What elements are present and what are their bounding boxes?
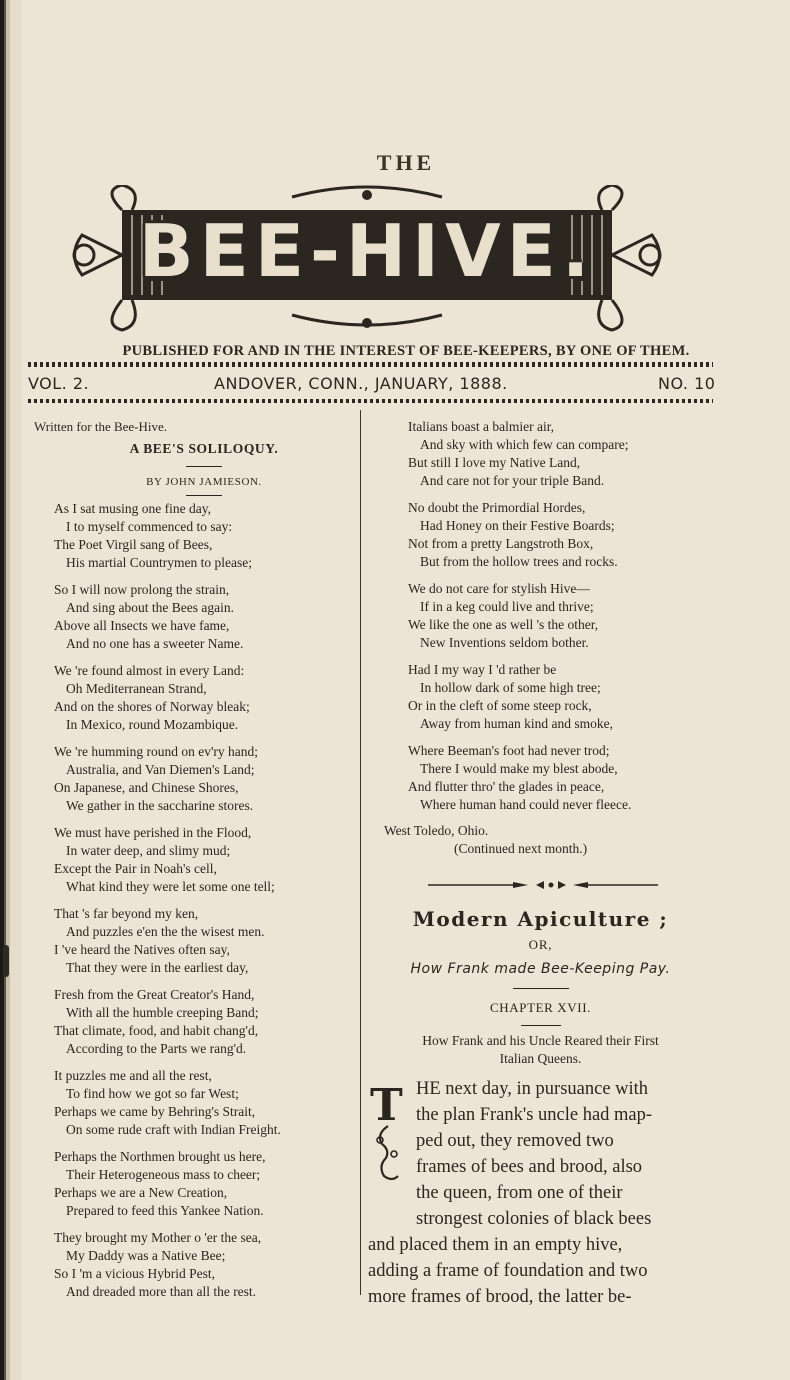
chapter-title: How Frank and his Uncle Reared their First [422, 1033, 659, 1048]
poem-stanza [408, 661, 713, 733]
poem-line: They brought my Mother o 'er the sea, [54, 1230, 262, 1245]
poem-stanza [54, 1229, 354, 1301]
article-line: more frames of brood, the latter be- [368, 1287, 632, 1307]
poem-line: Prepared to feed this Yankee Nation. [66, 1203, 264, 1218]
poem-line: Perhaps we are a New Creation, [54, 1185, 228, 1200]
poem-line: On some rude craft with Indian Freight. [66, 1122, 281, 1137]
issue-number-label: NO. 10 [658, 374, 716, 393]
poem-stanza [54, 986, 354, 1058]
continued-note: (Continued next month.) [454, 841, 588, 856]
section-or: OR, [528, 937, 553, 952]
article-line: the queen, from one of their [416, 1183, 623, 1203]
article-line: and placed them in an empty hive, [368, 1235, 623, 1255]
poem-line: Perhaps we came by Behring's Strait, [54, 1104, 256, 1119]
poem-stanza [54, 500, 354, 572]
article-line: HE next day, in pursuance with [416, 1079, 649, 1099]
poem-stanza [54, 581, 354, 653]
poem-line: Where Beeman's foot had never trod; [408, 743, 610, 758]
poem-line: And dreaded more than all the rest. [66, 1284, 257, 1299]
poem-line: So I 'm a vicious Hybrid Pest, [54, 1266, 216, 1281]
section-title: Modern Apiculture ; [412, 907, 669, 931]
chapter-title: Italian Queens. [499, 1051, 582, 1066]
short-rule [513, 988, 569, 989]
poem-line: I to myself commenced to say: [66, 519, 233, 534]
poem-line: But still I love my Native Land, [408, 455, 581, 470]
poem-line: Fresh from the Great Creator's Hand, [54, 987, 255, 1002]
poem-line: On Japanese, and Chinese Shores, [54, 780, 239, 795]
masthead-banner [62, 185, 672, 335]
right-column [368, 418, 713, 1310]
poem-line: Except the Pair in Noah's cell, [54, 861, 217, 876]
binding-mark [3, 945, 9, 977]
poem-line: Had I my way I 'd rather be [408, 662, 557, 677]
poem-line: That they were in the earliest day, [66, 960, 249, 975]
poem-line: According to the Parts we rang'd. [66, 1041, 247, 1056]
book-binding [0, 0, 22, 1380]
poem-stanza [54, 824, 354, 896]
masthead-title: BEE-HIVE. [138, 209, 596, 293]
poem-line: In Mexico, round Mozambique. [66, 717, 239, 732]
poem-line: The Poet Virgil sang of Bees, [54, 537, 213, 552]
short-rule [186, 466, 222, 467]
written-for-line: Written for the Bee-Hive. [34, 419, 168, 434]
article-line: frames of bees and brood, also [416, 1157, 643, 1177]
poem-line: Perhaps the Northmen brought us here, [54, 1149, 266, 1164]
article-line: ped out, they removed two [416, 1131, 614, 1151]
poem-line: His martial Countrymen to please; [66, 555, 252, 570]
poem-line: What kind they were let some one tell; [66, 879, 275, 894]
dotted-rule-bottom [28, 399, 713, 403]
masthead-subtitle: PUBLISHED FOR AND IN THE INTEREST OF BEE-KEEPERS, BY ONE OF THEM. [122, 343, 690, 359]
poem-line: Had Honey on their Festive Boards; [420, 518, 615, 533]
dropcap-letter: T [370, 1080, 403, 1131]
poem-title: A BEE'S SOLILOQUY. [129, 441, 279, 456]
poem-author: BY JOHN JAMIESON. [146, 476, 262, 488]
poem-line: We must have perished in the Flood, [54, 825, 252, 840]
poem-line: And care not for your triple Band. [420, 473, 605, 488]
poem-line: That 's far beyond my ken, [54, 906, 199, 921]
poem-line: Oh Mediterranean Strand, [66, 681, 207, 696]
signature-place: West Toledo, Ohio. [384, 823, 489, 838]
poem-line: We like the one as well 's the other, [408, 617, 599, 632]
short-rule [521, 1025, 561, 1026]
poem-stanza [54, 1067, 354, 1139]
poem-line: And flutter thro' the glades in peace, [408, 779, 605, 794]
poem-line: And sky with which few can compare; [420, 437, 629, 452]
poem-line: So I will now prolong the strain, [54, 582, 230, 597]
poem-line: And no one has a sweeter Name. [66, 636, 244, 651]
masthead-the: THE [376, 150, 436, 175]
poem-line: In water deep, and slimy mud; [66, 843, 231, 858]
poem-line: But from the hollow trees and rocks. [420, 554, 618, 569]
poem-line: Away from human kind and smoke, [420, 716, 613, 731]
article-body [368, 1076, 713, 1310]
poem-line: We 're found almost in every Land: [54, 663, 245, 678]
ornamental-divider [428, 878, 658, 892]
ornamental-rule [368, 878, 713, 892]
poem-stanza [54, 743, 354, 815]
poem-line: We 're humming round on ev'ry hand; [54, 744, 258, 759]
poem-line: New Inventions seldom bother. [420, 635, 589, 650]
poem-line: As I sat musing one fine day, [54, 501, 211, 516]
newspaper-page [22, 0, 790, 1380]
poem-stanza [408, 418, 713, 490]
dropcap-ornament [368, 1078, 408, 1186]
place-date-label: ANDOVER, CONN., JANUARY, 1888. [214, 374, 508, 393]
article-line: the plan Frank's uncle had map- [416, 1105, 653, 1125]
poem-line: In hollow dark of some high tree; [420, 680, 601, 695]
poem-line: Where human hand could never fleece. [420, 797, 632, 812]
poem-line: Above all Insects we have fame, [54, 618, 230, 633]
poem-stanza [408, 499, 713, 571]
poem-stanza [408, 580, 713, 652]
poem-line: Italians boast a balmier air, [408, 419, 555, 434]
poem-line: To find how we got so far West; [66, 1086, 239, 1101]
poem-line: Not from a pretty Langstroth Box, [408, 536, 594, 551]
left-column [34, 418, 354, 1301]
section-subtitle: How Frank made Bee-Keeping Pay. [410, 961, 671, 977]
article-line: strongest colonies of black bees [416, 1209, 652, 1229]
poem-line: We gather in the saccharine stores. [66, 798, 254, 813]
poem-stanza [54, 1148, 354, 1220]
chapter-heading: CHAPTER XVII. [490, 1000, 591, 1015]
poem-line: And sing about the Bees again. [66, 600, 234, 615]
poem-stanza [54, 905, 354, 977]
poem-line: We do not care for stylish Hive— [408, 581, 590, 596]
poem-line: No doubt the Primordial Hordes, [408, 500, 586, 515]
poem-stanza [54, 662, 354, 734]
poem-line: Or in the cleft of some steep rock, [408, 698, 592, 713]
poem-line: My Daddy was a Native Bee; [66, 1248, 226, 1263]
dotted-rule-top [28, 362, 713, 367]
poem-line: With all the humble creeping Band; [66, 1005, 259, 1020]
poem-stanza [408, 742, 713, 814]
poem-line: There I would make my blest abode, [420, 761, 618, 776]
column-divider [360, 410, 361, 1295]
poem-line: And puzzles e'en the the wisest men. [66, 924, 265, 939]
poem-line: That climate, food, and habit chang'd, [54, 1023, 259, 1038]
poem-continuation [368, 418, 713, 814]
poem-line: Their Heterogeneous mass to cheer; [66, 1167, 261, 1182]
poem-line: Australia, and Van Diemen's Land; [66, 762, 255, 777]
poem-line: It puzzles me and all the rest, [54, 1068, 212, 1083]
volume-label: VOL. 2. [28, 374, 90, 393]
article-line: adding a frame of foundation and two [368, 1261, 648, 1281]
short-rule [186, 495, 222, 496]
poem-line: If in a keg could live and thrive; [420, 599, 594, 614]
poem-line: And on the shores of Norway bleak; [54, 699, 250, 714]
poem-line: I 've heard the Natives often say, [54, 942, 230, 957]
